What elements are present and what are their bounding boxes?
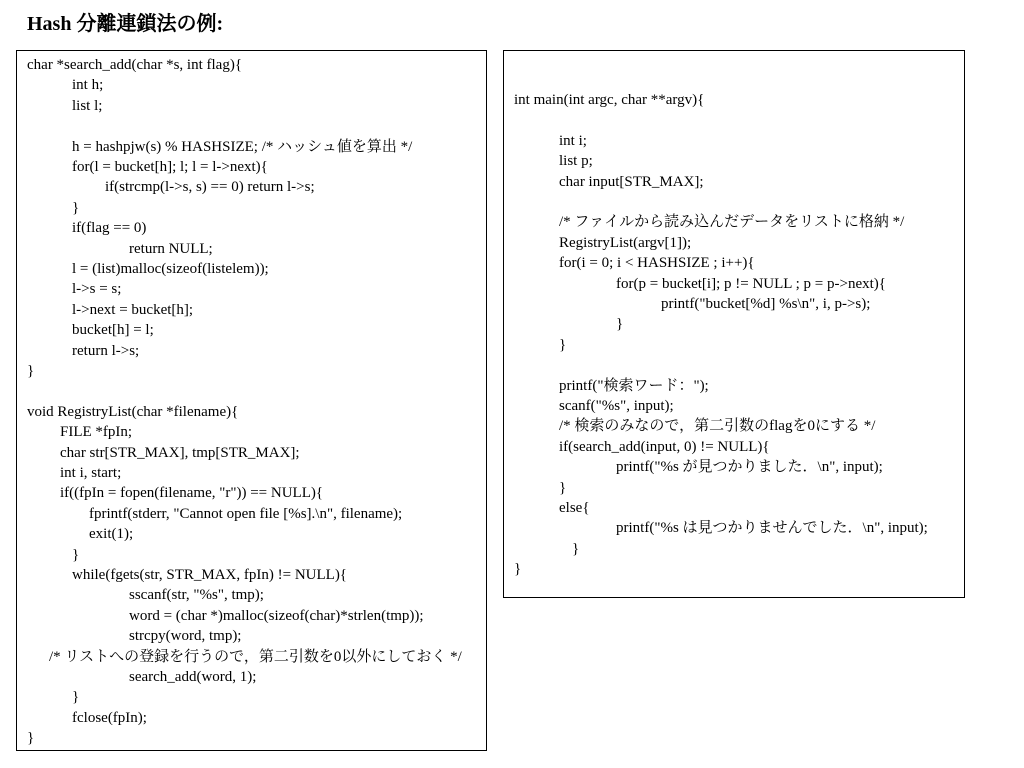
left-code-line: search_add(word, 1); <box>129 669 257 685</box>
left-code-line: word = (char *)malloc(sizeof(char)*strlen(tmp)); <box>129 607 424 624</box>
left-code-line: list l; <box>72 97 103 114</box>
right-code-line: } <box>514 561 522 578</box>
page-title: Hash 分離連鎖法の例: <box>27 13 224 35</box>
right-code-line: } <box>559 336 567 353</box>
left-code-line: if(strcmp(l->s, s) == 0) return l->s; <box>105 179 315 196</box>
left-code-line: l->next = bucket[h]; <box>72 301 194 318</box>
code-box-right <box>503 50 965 598</box>
left-code-line: for(l = bucket[h]; l; l = l->next){ <box>72 159 268 175</box>
right-code-line: list p; <box>559 153 593 170</box>
left-code-line: if((fpIn = fopen(filename, "r")) == NULL){ <box>60 485 324 502</box>
left-code-line: } <box>72 689 80 706</box>
right-code-line: } <box>572 540 580 557</box>
left-code-line: } <box>72 199 80 216</box>
left-code-line: fprintf(stderr, "Cannot open file [%s].\n", filename); <box>89 505 403 522</box>
left-code-line: l->s = s; <box>72 281 122 298</box>
left-code-line: char *search_add(char *s, int flag){ <box>27 57 243 73</box>
right-code-line: char input[STR_MAX]; <box>559 173 704 190</box>
right-code-line: int main(int argc, char **argv){ <box>514 92 705 108</box>
right-code-line: } <box>559 479 567 496</box>
left-code-line: l = (list)malloc(sizeof(listelem)); <box>72 261 269 277</box>
left-code-line: int h; <box>72 77 104 94</box>
right-code-line: /* 検索のみなので，第二引数のflagを0にする */ <box>559 418 876 435</box>
right-code-line: scanf("%s", input); <box>559 398 674 414</box>
left-code-line: strcpy(word, tmp); <box>129 628 242 645</box>
left-code-line: return NULL; <box>129 240 213 257</box>
left-code-line: /* リストへの登録を行うので，第二引数を0以外にしておく */ <box>49 648 462 665</box>
left-code-line: fclose(fpIn); <box>72 709 147 726</box>
right-code-line: int i; <box>559 132 587 149</box>
left-code-line: h = hashpjw(s) % HASHSIZE; /* ハッシュ値を算出 */ <box>72 138 413 155</box>
left-code-line: } <box>27 363 35 379</box>
right-code-line: for(p = bucket[i]; p != NULL ; p = p->next){ <box>616 275 886 292</box>
right-code-line: printf("検索ワード："); <box>559 377 709 394</box>
right-code-line: /* ファイルから読み込んだデータをリストに格納 */ <box>559 214 905 231</box>
left-code-line: void RegistryList(char *filename){ <box>27 403 239 420</box>
left-code-line: char str[STR_MAX], tmp[STR_MAX]; <box>60 444 300 461</box>
right-code-line: else{ <box>559 500 590 516</box>
right-code-line: printf("bucket[%d] %s\n", i, p->s); <box>661 296 871 312</box>
right-code-line: if(search_add(input, 0) != NULL){ <box>559 438 770 455</box>
left-code-line: exit(1); <box>89 526 134 543</box>
left-code-line: if(flag == 0) <box>72 220 147 237</box>
code-box-left <box>16 50 487 751</box>
left-code-line: int i, start; <box>60 465 122 481</box>
left-code-line: sscanf(str, "%s", tmp); <box>129 587 264 604</box>
right-code-line: RegistryList(argv[1]); <box>559 234 692 251</box>
right-code-line: printf("%s が見つかりました．\n", input); <box>616 459 883 476</box>
left-code-line: while(fgets(str, STR_MAX, fpIn) != NULL){ <box>72 567 348 583</box>
left-code-line: bucket[h] = l; <box>72 322 154 339</box>
left-code-line: } <box>27 730 35 747</box>
right-code-line: } <box>616 316 624 333</box>
left-code-line: FILE *fpIn; <box>60 424 133 441</box>
right-code-line: for(i = 0; i < HASHSIZE ; i++){ <box>559 255 755 272</box>
left-code-line: } <box>72 546 80 563</box>
right-code-line: printf("%s は見つかりませんでした．\n", input); <box>616 520 928 537</box>
left-code-line: return l->s; <box>72 342 140 359</box>
